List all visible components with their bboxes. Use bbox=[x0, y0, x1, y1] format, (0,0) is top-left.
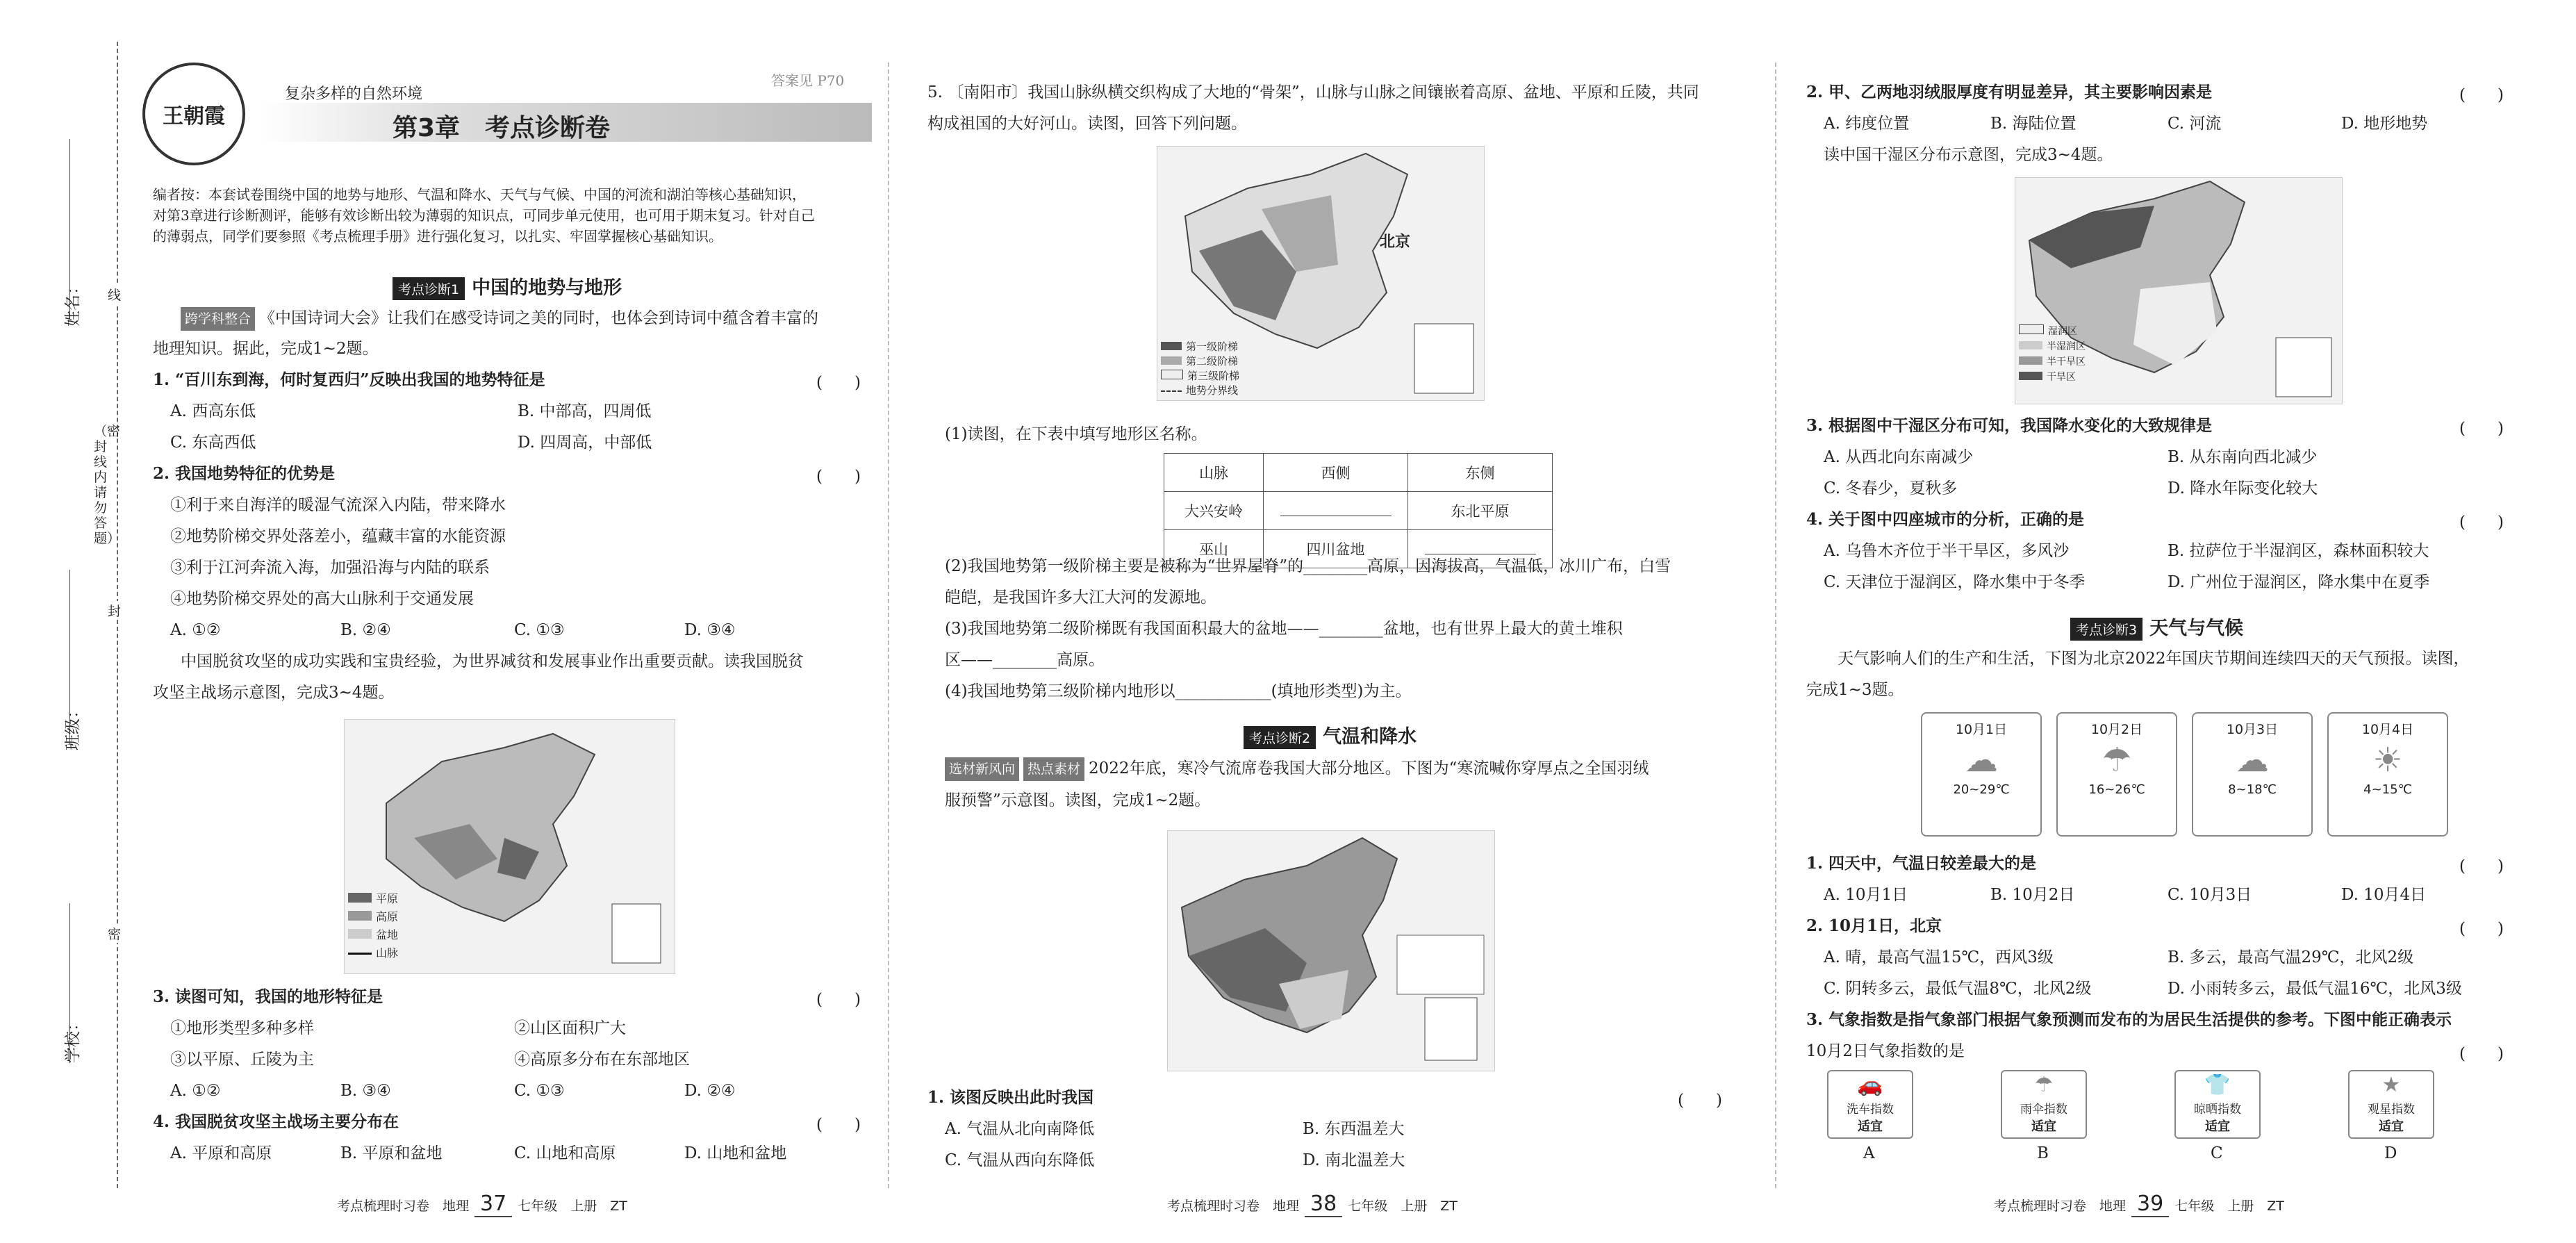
page-divider bbox=[888, 63, 889, 1188]
subquestion-4: (4)我国地势第三级阶梯内地形以____________(填地形类型)为主。 bbox=[945, 682, 1412, 700]
subquestion-2: 皑皑，是我国许多大江大河的发源地。 bbox=[945, 588, 1216, 607]
weather-card bbox=[2056, 712, 2177, 837]
option-c[interactable]: C. 阴转多云，最低气温8℃，北风2级 bbox=[1824, 980, 2092, 998]
answer-paren[interactable]: ( ) bbox=[816, 374, 861, 392]
answer-paren[interactable]: ( ) bbox=[816, 468, 861, 486]
section-heading-2 bbox=[1244, 721, 1417, 749]
chapter-banner bbox=[261, 103, 872, 142]
cloudy-icon: ☁ bbox=[1965, 741, 1998, 780]
tag-hot-topic: 热点素材 bbox=[1023, 757, 1084, 781]
option-a[interactable]: A. 晴，最高气温15℃，西风3级 bbox=[1824, 948, 2054, 966]
question-stem: 5. 〔南阳市〕我国山脉纵横交织构成了大地的“骨架”，山脉与山脉之间镶嵌着高原、盆地、平原和丘陵，共同 bbox=[927, 83, 1699, 101]
index-card[interactable]: 🚗 洗车指数 适宜 bbox=[1827, 1070, 1913, 1139]
option-d[interactable]: D. 山地和盆地 bbox=[684, 1144, 787, 1162]
table-cell: 东北平原 bbox=[1408, 492, 1553, 530]
section-title: 中国的地势与地形 bbox=[472, 277, 622, 299]
intro-line: 的薄弱点，同学们要参照《考点梳理手册》进行强化复习，以扎实、牢固掌握核心基础知识。 bbox=[153, 228, 723, 245]
page-footer: 考点梳理时习卷 地理 38 七年级 上册 ZT bbox=[1167, 1192, 1458, 1216]
editor-note bbox=[153, 184, 815, 247]
legend-item: 湿润区 bbox=[2019, 324, 2086, 339]
answer-paren[interactable]: ( ) bbox=[816, 991, 861, 1009]
option-letter: C bbox=[2211, 1144, 2223, 1162]
option-letter: D bbox=[2384, 1144, 2397, 1162]
section-title: 气温和降水 bbox=[1323, 726, 1417, 748]
table-row bbox=[1164, 492, 1553, 530]
option-a[interactable]: A. 10月1日 bbox=[1824, 886, 1908, 904]
beijing-label: 北京 bbox=[1380, 233, 1411, 251]
logo-badge bbox=[142, 63, 245, 165]
legend-item: 平原 bbox=[348, 890, 398, 908]
subquestion-1: (1)读图，在下表中填写地形区名称。 bbox=[945, 425, 1207, 443]
statement: ①地形类型多种多样 bbox=[170, 1019, 314, 1037]
statement: ②山区面积广大 bbox=[514, 1019, 626, 1037]
question-stem: 4. 关于图中四座城市的分析，正确的是 bbox=[1806, 510, 2085, 529]
page-divider bbox=[1775, 63, 1776, 1188]
section-badge: 考点诊断2 bbox=[1244, 726, 1316, 749]
weather-temp: 4~15℃ bbox=[2363, 782, 2412, 797]
answer-paren[interactable]: ( ) bbox=[2459, 86, 2504, 104]
answer-paren[interactable]: ( ) bbox=[816, 1116, 861, 1134]
subquestion-3: 区——________高原。 bbox=[945, 651, 1105, 669]
option-a[interactable]: A. 气温从北向南降低 bbox=[945, 1120, 1095, 1138]
map-legend bbox=[348, 890, 398, 962]
weather-temp: 20~29℃ bbox=[1953, 782, 2010, 797]
index-card[interactable]: ☂ 雨伞指数 适宜 bbox=[2001, 1070, 2087, 1139]
school-label: 学校： bbox=[64, 1015, 82, 1063]
option-d[interactable]: D. ②④ bbox=[684, 1082, 736, 1100]
index-card[interactable]: ★ 观星指数 适宜 bbox=[2348, 1070, 2434, 1139]
book-title: 复杂多样的自然环境 bbox=[285, 85, 423, 103]
option-d[interactable]: D. 小雨转多云，最低气温16℃，北风3级 bbox=[2168, 980, 2462, 998]
option-a[interactable]: A. ①② bbox=[170, 621, 221, 639]
question-stem: 1. 该图反映出此时我国 bbox=[927, 1088, 1094, 1107]
question-stem: 4. 我国脱贫攻坚主战场主要分布在 bbox=[153, 1112, 399, 1131]
section-badge: 考点诊断1 bbox=[393, 277, 465, 300]
page-number: 37 bbox=[474, 1192, 512, 1217]
option-d[interactable]: D. 降水年际变化较大 bbox=[2168, 479, 2318, 497]
option-c[interactable]: C. 天津位于湿润区，降水集中于冬季 bbox=[1824, 573, 2086, 591]
option-b[interactable]: B. 从东南向西北减少 bbox=[2168, 448, 2318, 466]
chapter-title: 第3章 考点诊断卷 bbox=[393, 114, 611, 142]
page-37 bbox=[142, 0, 872, 1243]
weather-date: 10月4日 bbox=[2361, 722, 2414, 737]
seal-mark-1: 线 bbox=[108, 285, 121, 304]
weather-temp: 8~18℃ bbox=[2228, 782, 2277, 797]
question-stem: 2. 10月1日，北京 bbox=[1806, 916, 1942, 935]
dry-wet-map bbox=[2015, 177, 2343, 404]
lead-text: 服预警”示意图。读图，完成1~2题。 bbox=[945, 791, 1211, 809]
legend-item: 半干旱区 bbox=[2019, 354, 2086, 370]
clothes-icon: 👕 bbox=[2204, 1073, 2231, 1097]
binding-strip bbox=[0, 0, 139, 1243]
class-field[interactable] bbox=[69, 570, 70, 743]
answer-paren[interactable]: ( ) bbox=[1678, 1092, 1722, 1110]
name-field[interactable] bbox=[69, 139, 70, 320]
option-d[interactable]: D. 四周高，中部低 bbox=[518, 434, 652, 452]
page-footer: 考点梳理时习卷 地理 37 七年级 上册 ZT bbox=[337, 1192, 627, 1216]
section-heading-1 bbox=[393, 272, 622, 300]
sun-icon: ☀ bbox=[2372, 741, 2403, 780]
question-stem: 1. 四天中，气温日较差最大的是 bbox=[1806, 854, 2037, 873]
poverty-lead: 攻坚主战场示意图，完成3~4题。 bbox=[153, 684, 395, 702]
sec1-lead bbox=[181, 307, 818, 331]
weather-card bbox=[2327, 712, 2448, 837]
answer-ref: 答案见 P70 bbox=[771, 72, 845, 89]
option-d[interactable]: D. 广州位于湿润区，降水集中在夏季 bbox=[2168, 573, 2430, 591]
option-b[interactable]: B. 海陆位置 bbox=[1990, 115, 2077, 133]
school-field[interactable] bbox=[69, 903, 70, 1063]
option-a[interactable]: A. 从西北向东南减少 bbox=[1824, 448, 1974, 466]
option-c[interactable]: C. 10月3日 bbox=[2168, 886, 2252, 904]
cloudy-icon: ☁ bbox=[2236, 741, 2269, 780]
question-stem: 2. 我国地势特征的优势是 bbox=[153, 464, 336, 483]
subquestion-2: (2)我国地势第一级阶梯主要是被称为“世界屋脊”的________高原，因海拔高，气温低，冰川广布，白雪 bbox=[945, 557, 1671, 575]
poverty-map bbox=[344, 719, 675, 974]
option-b[interactable]: B. ②④ bbox=[340, 621, 391, 639]
intro-line: 编者按：本套试卷围绕中国的地势与地形、气温和降水、天气与气候、中国的河流和湖泊等核心基础知识， bbox=[153, 186, 806, 203]
page-number: 38 bbox=[1305, 1192, 1342, 1217]
option-b[interactable]: B. 中部高，四周低 bbox=[518, 402, 652, 420]
legend-item: 盆地 bbox=[348, 926, 398, 944]
option-b[interactable]: B. ③④ bbox=[340, 1082, 391, 1100]
section-title: 天气与气候 bbox=[2149, 618, 2244, 639]
option-b[interactable]: B. 平原和盆地 bbox=[340, 1144, 443, 1162]
logo-text: 王朝霞 bbox=[163, 104, 225, 129]
seal-mark-3: 密 bbox=[108, 924, 121, 943]
intro-line: 对第3章进行诊断测评，能够有效诊断出较为薄弱的知识点，可同步单元使用，也可用于期末复习。针对自己 bbox=[153, 207, 815, 224]
answer-blank[interactable] bbox=[1264, 492, 1408, 530]
option-c[interactable]: C. 东高西低 bbox=[170, 434, 256, 452]
option-a[interactable]: A. 平原和高原 bbox=[170, 1144, 272, 1162]
weather-card bbox=[1921, 712, 2042, 837]
option-c[interactable]: C. 气温从西向东降低 bbox=[945, 1151, 1095, 1169]
option-b[interactable]: B. 东西温差大 bbox=[1303, 1120, 1405, 1138]
answer-paren[interactable]: ( ) bbox=[2459, 1045, 2504, 1063]
table-header-row bbox=[1164, 454, 1553, 492]
option-d[interactable]: D. 10月4日 bbox=[2341, 886, 2427, 904]
option-c[interactable]: C. ①③ bbox=[514, 621, 565, 639]
statement: ④高原多分布在东部地区 bbox=[514, 1051, 690, 1069]
seal-note: （密封线内请勿答题） bbox=[94, 424, 121, 546]
poverty-lead: 中国脱贫攻坚的成功实践和宝贵经验，为世界减贫和发展事业作出重要贡献。读我国脱贫 bbox=[181, 652, 804, 670]
lead-text: 完成1~3题。 bbox=[1806, 681, 1904, 699]
option-b[interactable]: B. 10月2日 bbox=[1990, 886, 2075, 904]
tag-new-trend: 选材新风向 bbox=[945, 757, 1019, 781]
option-a[interactable]: A. 纬度位置 bbox=[1824, 115, 1910, 133]
tag-interdisciplinary: 跨学科整合 bbox=[181, 307, 255, 331]
page-footer: 考点梳理时习卷 地理 39 七年级 上册 ZT bbox=[1994, 1192, 2284, 1216]
option-a[interactable]: A. ①② bbox=[170, 1082, 221, 1100]
answer-paren[interactable]: ( ) bbox=[2459, 920, 2504, 938]
legend-item: 第一级阶梯 bbox=[1161, 340, 1239, 354]
question-stem: 2. 甲、乙两地羽绒服厚度有明显差异，其主要影响因素是 bbox=[1806, 83, 2213, 101]
option-a[interactable]: A. 西高东低 bbox=[170, 402, 256, 420]
lead-text: 地理知识。据此，完成1~2题。 bbox=[153, 340, 379, 358]
page-38 bbox=[927, 0, 1740, 1243]
sec2-lead bbox=[945, 757, 1649, 781]
name-label: 姓名： bbox=[64, 279, 82, 327]
table-header: 东侧 bbox=[1408, 454, 1553, 492]
page-number: 39 bbox=[2131, 1192, 2169, 1217]
table-header: 西侧 bbox=[1264, 454, 1408, 492]
star-icon: ★ bbox=[2381, 1073, 2401, 1097]
question-stem: 3. 根据图中干湿区分布可知，我国降水变化的大致规律是 bbox=[1806, 416, 2213, 435]
question-stem: 构成祖国的大好河山。读图，回答下列问题。 bbox=[927, 115, 1247, 133]
seal-mark-2: 封 bbox=[108, 601, 121, 620]
option-b[interactable]: B. 拉萨位于半湿润区，森林面积较大 bbox=[2168, 542, 2429, 560]
option-d[interactable]: D. 地形地势 bbox=[2341, 115, 2428, 133]
option-c[interactable]: C. 河流 bbox=[2168, 115, 2222, 133]
table-header: 山脉 bbox=[1164, 454, 1264, 492]
option-a[interactable]: A. 乌鲁木齐位于半干旱区，多风沙 bbox=[1824, 542, 2070, 560]
map-legend bbox=[2019, 324, 2086, 385]
index-card[interactable]: 👕 晾晒指数 适宜 bbox=[2174, 1070, 2261, 1139]
weather-card bbox=[2192, 712, 2313, 837]
umbrella-icon: ☂ bbox=[2034, 1073, 2054, 1097]
question-stem: 3. 读图可知，我国的地形特征是 bbox=[153, 987, 383, 1006]
question-stem: 3. 气象指数是指气象部门根据气象预测而发布的为居民生活提供的参考。下图中能正确表示 bbox=[1806, 1010, 2452, 1029]
option-letter: A bbox=[1863, 1144, 1875, 1162]
statement: ③利于江河奔流入海，加强沿海与内陆的联系 bbox=[170, 559, 490, 577]
statement: ④地势阶梯交界处的高大山脉利于交通发展 bbox=[170, 590, 474, 608]
legend-item: 高原 bbox=[348, 908, 398, 926]
section-badge: 考点诊断3 bbox=[2070, 618, 2142, 641]
section-heading-3 bbox=[2070, 613, 2243, 641]
legend-item: 半湿润区 bbox=[2019, 339, 2086, 354]
lead-text: 《中国诗词大会》让我们在感受诗词之美的同时，也体会到诗词中蕴含着丰富的 bbox=[259, 309, 819, 327]
option-b[interactable]: B. 多云，最高气温29℃，北风2级 bbox=[2168, 948, 2414, 966]
weather-temp: 16~26℃ bbox=[2088, 782, 2145, 797]
page-39 bbox=[1806, 0, 2557, 1243]
option-letter: B bbox=[2037, 1144, 2049, 1162]
table-cell: 大兴安岭 bbox=[1164, 492, 1264, 530]
map-legend bbox=[1161, 340, 1239, 398]
table-cell: 巫山 bbox=[1164, 530, 1264, 568]
option-c[interactable]: C. ①③ bbox=[514, 1082, 565, 1100]
legend-item: 山脉 bbox=[348, 944, 398, 962]
terrain-table bbox=[1164, 453, 1553, 568]
option-c[interactable]: C. 山地和高原 bbox=[514, 1144, 616, 1162]
weather-date: 10月1日 bbox=[1955, 722, 2008, 737]
answer-paren[interactable]: ( ) bbox=[2459, 420, 2504, 438]
answer-paren[interactable]: ( ) bbox=[2459, 857, 2504, 875]
option-d[interactable]: D. 南北温差大 bbox=[1303, 1151, 1405, 1169]
weather-date: 10月2日 bbox=[2090, 722, 2143, 737]
statement: ③以平原、丘陵为主 bbox=[170, 1051, 314, 1069]
lead-text: 2022年底，寒冷气流席卷我国大部分地区。下图为“寒流喊你穿厚点之全国羽绒 bbox=[1089, 759, 1649, 777]
lead-text: 天气影响人们的生产和生活，下图为北京2022年国庆节期间连续四天的天气预报。读图， bbox=[1838, 650, 2470, 668]
car-icon: 🚗 bbox=[1857, 1073, 1883, 1097]
answer-paren[interactable]: ( ) bbox=[2459, 513, 2504, 532]
statement: ②地势阶梯交界处落差小，蕴藏丰富的水能资源 bbox=[170, 527, 506, 545]
question-stem: 10月2日气象指数的是 bbox=[1806, 1042, 1965, 1060]
china-map-outline bbox=[1168, 831, 1494, 1071]
option-d[interactable]: D. ③④ bbox=[684, 621, 736, 639]
subquestion-3: (3)我国地势第二级阶梯既有我国面积最大的盆地——________盆地，也有世界上最大的黄土堆积 bbox=[945, 620, 1623, 638]
terrain-steps-map bbox=[1157, 146, 1485, 401]
class-label: 班级： bbox=[64, 702, 82, 750]
lead-text: 读中国干湿区分布示意图，完成3~4题。 bbox=[1824, 146, 2113, 164]
down-jacket-map bbox=[1167, 830, 1495, 1071]
table-cell: 四川盆地 bbox=[1264, 530, 1408, 568]
rain-icon: ☂ bbox=[2102, 741, 2132, 780]
statement: ①利于来自海洋的暖湿气流深入内陆，带来降水 bbox=[170, 496, 506, 514]
question-stem: 1. “百川东到海，何时复西归”反映出我国的地势特征是 bbox=[153, 370, 545, 389]
legend-item: 地势分界线 bbox=[1161, 384, 1239, 398]
legend-item: 第三级阶梯 bbox=[1161, 369, 1239, 384]
legend-item: 第二级阶梯 bbox=[1161, 354, 1239, 369]
option-c[interactable]: C. 冬春少，夏秋多 bbox=[1824, 479, 1958, 497]
weather-date: 10月3日 bbox=[2226, 722, 2279, 737]
legend-item: 干旱区 bbox=[2019, 370, 2086, 385]
